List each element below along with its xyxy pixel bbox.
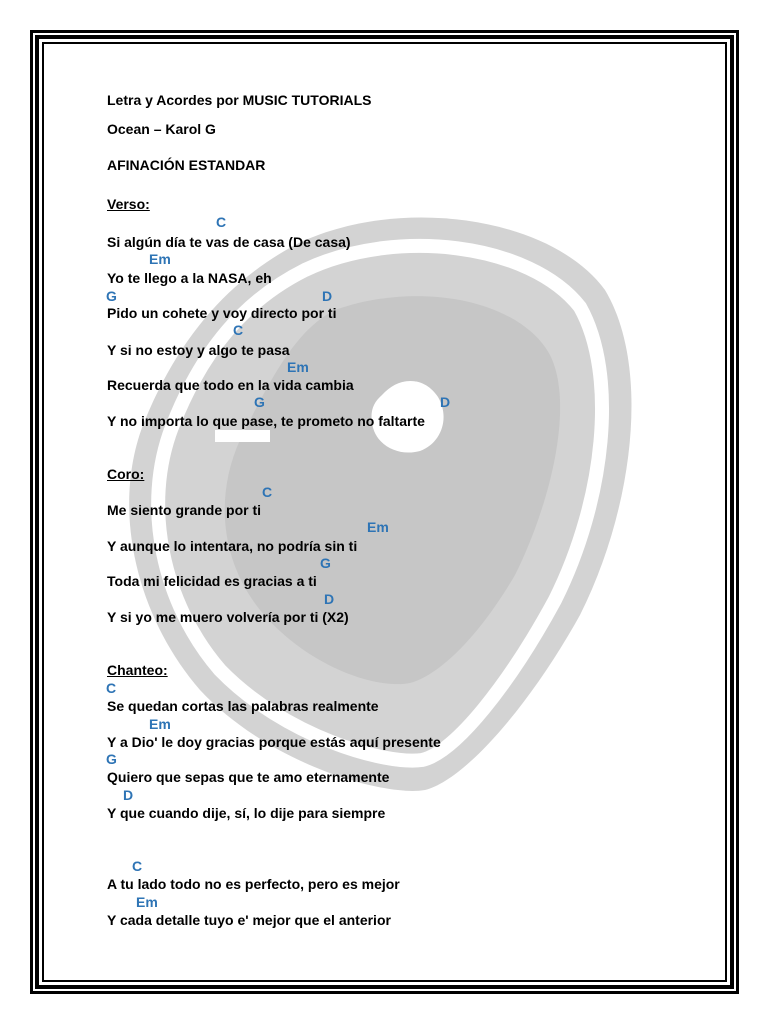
chord-label: C	[132, 858, 143, 874]
chord-label: D	[324, 591, 335, 607]
tuning-label: AFINACIÓN ESTANDAR	[107, 157, 266, 173]
chord-label: C	[233, 322, 244, 338]
chord-label: D	[440, 394, 451, 410]
chord-label: C	[216, 214, 227, 230]
lyric-line: Me siento grande por ti	[107, 502, 262, 518]
chord-label: D	[123, 787, 134, 803]
lyric-line: Toda mi felicidad es gracias a ti	[107, 573, 317, 589]
lyric-line: Yo te llego a la NASA, eh	[107, 270, 272, 286]
lyric-line: Se quedan cortas las palabras realmente	[107, 698, 379, 714]
lyric-line: Pido un cohete y voy directo por ti	[107, 305, 337, 321]
chord-label: Em	[367, 519, 389, 535]
chord-label: C	[262, 484, 273, 500]
lyric-line: Quiero que sepas que te amo eternamente	[107, 769, 390, 785]
chord-label: G	[106, 288, 117, 304]
lyric-line: Y si no estoy y algo te pasa	[107, 342, 290, 358]
chord-label: G	[106, 751, 117, 767]
chanteo-heading: Chanteo:	[107, 662, 168, 678]
lyric-line: Y a Dio' le doy gracias porque estás aquí presente	[107, 734, 441, 750]
verso-heading: Verso:	[107, 196, 150, 212]
chord-label: Em	[287, 359, 309, 375]
lyric-line: Si algún día te vas de casa (De casa)	[107, 234, 351, 250]
chord-label: G	[320, 555, 331, 571]
chord-label: Em	[149, 251, 171, 267]
lyric-line: Y aunque lo intentara, no podría sin ti	[107, 538, 358, 554]
lyric-line: Recuerda que todo en la vida cambia	[107, 377, 354, 393]
credit-line: Letra y Acordes por MUSIC TUTORIALS	[107, 92, 372, 108]
chord-label: Em	[136, 894, 158, 910]
chord-label: D	[322, 288, 333, 304]
chord-label: G	[254, 394, 265, 410]
song-title: Ocean – Karol G	[107, 121, 216, 137]
lyric-line: Y cada detalle tuyo e' mejor que el anterior	[107, 912, 391, 928]
lyric-line: A tu lado todo no es perfecto, pero es mejor	[107, 876, 400, 892]
lyric-line: Y que cuando dije, sí, lo dije para siempre	[107, 805, 386, 821]
lyric-line: Y no importa lo que pase, te prometo no faltarte	[107, 413, 425, 429]
chord-label: Em	[149, 716, 171, 732]
chord-label: C	[106, 680, 117, 696]
lyric-line: Y si yo me muero volvería por ti (X2)	[107, 609, 349, 625]
coro-heading: Coro:	[107, 466, 145, 482]
